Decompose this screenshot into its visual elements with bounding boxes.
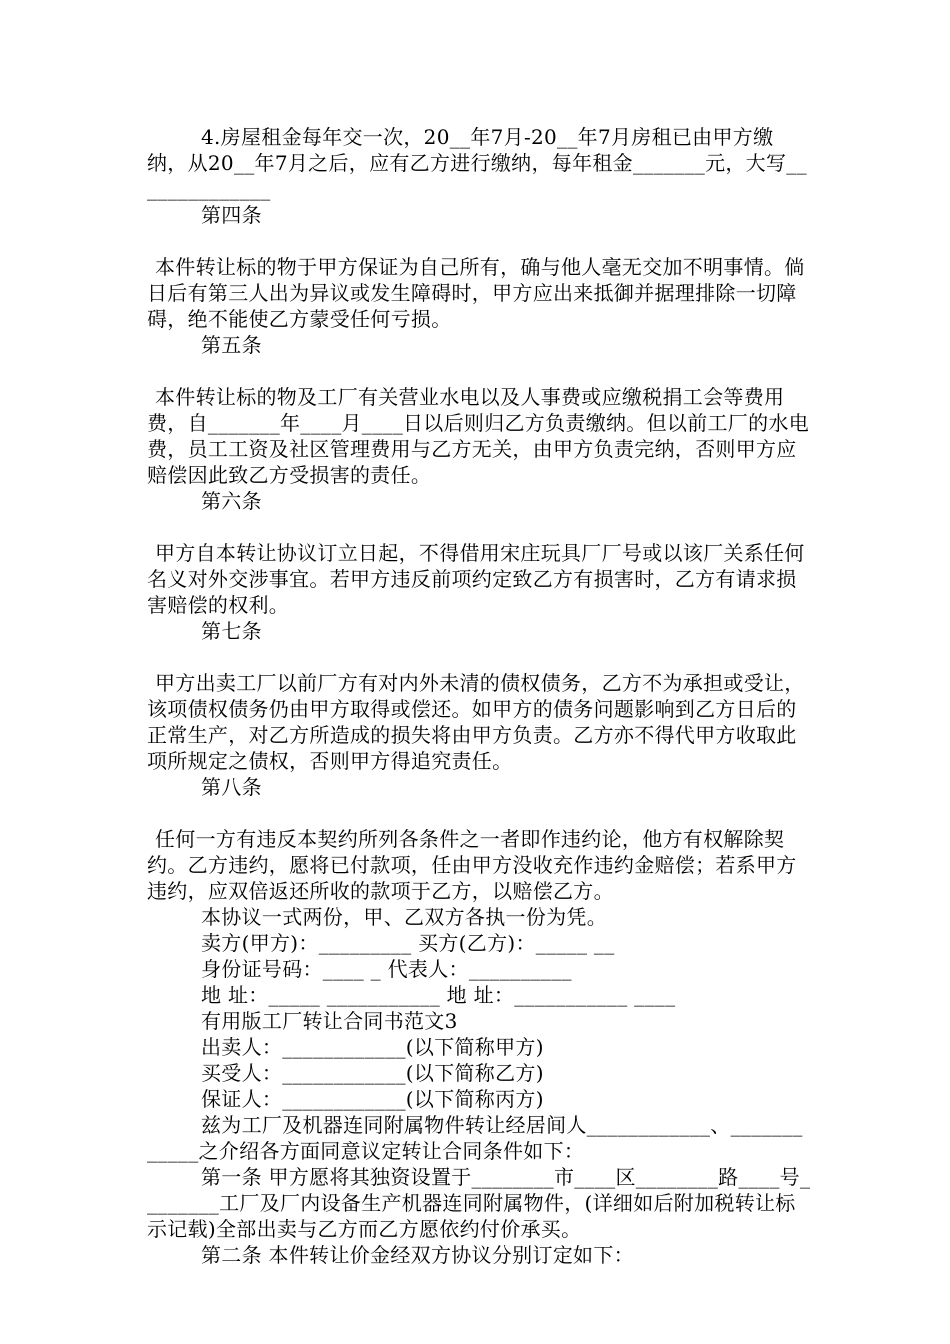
section-title: 有用版工厂转让合同书范文3 <box>201 1009 458 1033</box>
blank-line <box>147 228 812 254</box>
signature-id-number: 身份证号码：____ _ 代表人：__________ <box>201 957 572 981</box>
paragraph-rent-clause: 4.房屋租金每年交一次，20__年7月-20__年7月房租已由甲方缴纳，从20__年7月之后，应有乙方进行缴纳，每年租金_______元，大写______________ <box>147 125 807 201</box>
party-guarantor: 保证人：____________(以下简称丙方) <box>201 1087 544 1111</box>
party-buyer: 买受人：____________(以下简称乙方) <box>201 1061 544 1085</box>
article-heading-7: 第七条 <box>201 619 262 643</box>
party-seller: 出卖人：____________(以下简称甲方) <box>201 1035 544 1059</box>
blank-line <box>147 644 812 670</box>
article-heading-5: 第五条 <box>201 333 262 357</box>
paragraph-copies: 本协议一式两份，甲、乙双方各执一份为凭。 <box>201 905 607 929</box>
paragraph-article-2: 第二条 本件转让价金经双方协议分别订定如下： <box>201 1243 634 1267</box>
signature-address: 地 址：_____ ___________ 地 址：___________ ____ <box>201 983 676 1007</box>
paragraph-article-8: 任何一方有违反本契约所列各条件之一者即作违约论，他方有权解除契约。乙方违约，愿将已付款项，任由甲方没收充作违约金赔偿；若系甲方违约，应双倍返还所收的款项于乙方，以赔偿乙方。 <box>147 827 797 903</box>
article-heading-6: 第六条 <box>201 489 262 513</box>
article-heading-8: 第八条 <box>201 775 262 799</box>
paragraph-article-4: 本件转让标的物于甲方保证为自己所有，确与他人毫无交加不明事情。倘日后有第三人出为异议或发生障碍时，甲方应出来抵御并据理排除一切障碍，绝不能使乙方蒙受任何亏损。 <box>147 255 805 331</box>
blank-line <box>147 358 812 384</box>
paragraph-article-7: 甲方出卖工厂以前厂方有对内外未清的债权债务，乙方不为承担或受让，该项债权债务仍由甲方取得或偿还。如甲方的债务问题影响到乙方日后的正常生产，对乙方所造成的损失将由甲方负责。乙方亦不得代甲方收取此项所规定之债权，否则甲方得追究责任。 <box>147 671 805 773</box>
blank-line <box>147 514 812 540</box>
article-heading-4: 第四条 <box>201 203 262 227</box>
blank-line <box>147 800 812 826</box>
paragraph-article-5: 本件转让标的物及工厂有关营业水电以及人事费或应缴税捐工会等费用费，自_______年____月____日以后则归乙方负责缴纳。但以前工厂的水电费，员工工资及社区管理费用与乙方无关，由甲方负责完纳，否则甲方应赔偿因此致乙方受损害的责任。 <box>147 385 809 487</box>
signature-parties: 卖方(甲方)：_________ 买方(乙方)：_____ __ <box>201 931 615 955</box>
document-body <box>147 124 812 1268</box>
paragraph-intro: 兹为工厂及机器连同附属物件转让经居间人____________、____________之介绍各方面同意议定转让合同条件如下： <box>147 1113 803 1163</box>
paragraph-article-1: 第一条 甲方愿将其独资设置于________市____区________路____号________工厂及厂内设备生产机器连同附属物件，(详细如后附加税转让标示记载)全部出卖与乙方而乙方愿依约付价承买。 <box>147 1165 811 1241</box>
paragraph-article-6: 甲方自本转让协议订立日起，不得借用宋庄玩具厂厂号或以该厂关系任何名义对外交涉事宜。若甲方违反前项约定致乙方有损害时，乙方有请求损害赔偿的权利。 <box>147 541 805 617</box>
